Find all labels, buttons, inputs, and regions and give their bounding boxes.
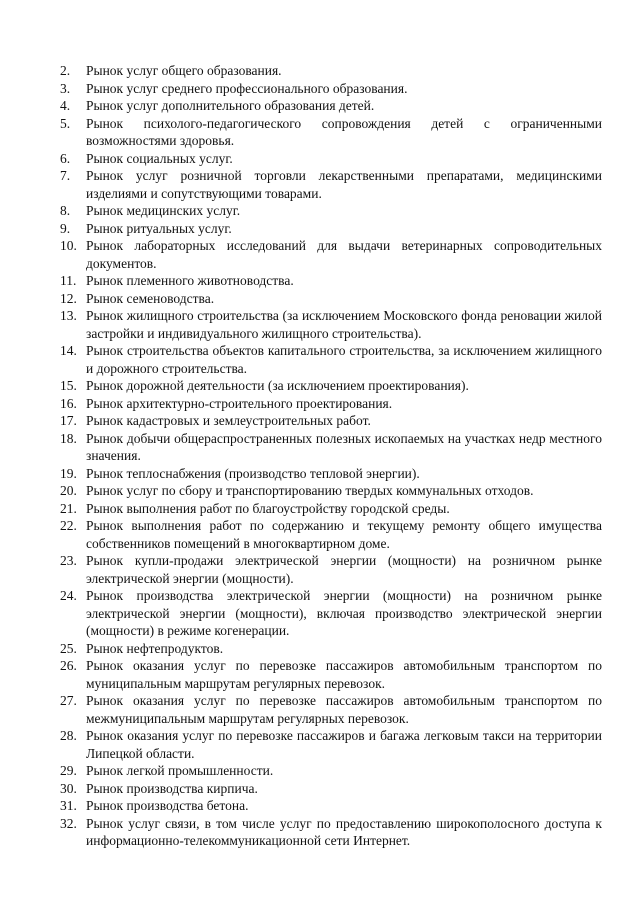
list-item-text: Рынок производства электрической энергии (мощности) на розничном рынке электрической энергии (мощности), включая производство электрической энергии (мощности) в режиме когенерации. [86,588,602,638]
list-item [60,395,602,413]
list-item-number: 27. [60,693,77,708]
list-item-number: 6. [60,150,71,166]
list-item [60,62,602,80]
market-list [60,62,602,850]
list-item [60,692,602,727]
list-item [60,237,602,272]
list-item [60,220,602,238]
list-item-number: 8. [60,203,71,218]
list-item-text: Рынок оказания услуг по перевозке пассажиров автомобильным транспортом по муниципальным маршрутам регулярных перевозок. [86,658,602,691]
list-item-number: 23. [60,553,77,568]
list-item [60,97,602,115]
list-item-text: Рынок выполнения работ по благоустройству городской среды. [86,500,450,516]
list-item-text: Рынок купли-продажи электрической энергии (мощности) на розничном рынке электрической энергии (мощности). [86,553,602,586]
list-item [60,307,602,342]
list-item-number: 2. [60,63,71,78]
list-item [60,115,602,150]
list-item-number: 21. [60,500,77,516]
list-item-number: 26. [60,658,77,673]
list-item [60,202,602,220]
list-item-text: Рынок оказания услуг по перевозке пассажиров и багажа легковым такси на территории Липецкой области. [86,728,602,761]
list-item [60,517,602,552]
list-item-number: 20. [60,483,77,498]
list-item-text: Рынок оказания услуг по перевозке пассажиров автомобильным транспортом по межмуниципальным маршрутам регулярных перевозок. [86,693,602,726]
list-item-text: Рынок лабораторных исследований для выдачи ветеринарных сопроводительных документов. [86,238,602,271]
list-item-text: Рынок жилищного строительства (за исключением Московского фонда реновации жилой застройки и индивидуального жилищного строительства). [86,308,602,341]
list-item-text: Рынок строительства объектов капитального строительства, за исключением жилищного и дорожного строительства. [86,343,602,376]
list-item [60,587,602,640]
list-item [60,500,602,518]
list-item-text: Рынок производства кирпича. [86,780,258,796]
list-item [60,482,602,500]
list-item-number: 25. [60,640,77,656]
list-item [60,552,602,587]
list-item-text: Рынок психолого-педагогического сопровождения детей с ограниченными возможностями здоровья. [86,115,602,148]
list-item [60,80,602,98]
list-item-text: Рынок услуг по сбору и транспортированию твердых коммунальных отходов. [86,483,534,498]
list-item-number: 30. [60,780,77,796]
list-item-text: Рынок услуг среднего профессионального образования. [86,80,408,96]
list-item [60,412,602,430]
list-item-text: Рынок производства бетона. [86,798,249,813]
list-item [60,377,602,395]
list-item [60,780,602,798]
list-item-text: Рынок легкой промышленности. [86,763,274,778]
list-item-number: 10. [60,238,77,253]
list-item [60,290,602,308]
list-item-text: Рынок теплоснабжения (производство тепловой энергии). [86,465,420,481]
list-item [60,167,602,202]
list-item-text: Рынок услуг розничной торговли лекарственными препаратами, медицинскими изделиями и сопутствующими товарами. [86,168,602,201]
list-item-number: 22. [60,518,77,533]
list-item-text: Рынок услуг общего образования. [86,63,282,78]
list-item-number: 7. [60,168,71,183]
list-item-number: 29. [60,763,77,778]
list-item [60,640,602,658]
list-item [60,465,602,483]
list-item-number: 32. [60,815,77,831]
list-item-text: Рынок нефтепродуктов. [86,640,224,656]
list-item-number: 24. [60,588,77,603]
list-item-text: Рынок добычи общераспространенных полезных ископаемых на участках недр местного значения. [86,430,602,463]
list-item-number: 18. [60,430,77,446]
list-item-text: Рынок семеноводства. [86,290,215,306]
list-item-text: Рынок дорожной деятельности (за исключением проектирования). [86,378,469,393]
list-item [60,342,602,377]
list-item [60,150,602,168]
list-item-number: 5. [60,115,71,131]
list-item-number: 15. [60,378,77,393]
list-item-number: 17. [60,413,77,428]
list-item [60,272,602,290]
list-item-number: 14. [60,343,77,358]
list-item-text: Рынок услуг дополнительного образования детей. [86,98,375,113]
list-item-number: 13. [60,308,77,323]
list-item-text: Рынок социальных услуг. [86,150,233,166]
list-item [60,762,602,780]
list-item-text: Рынок племенного животноводства. [86,273,294,288]
list-item-number: 28. [60,728,77,743]
list-item-text: Рынок медицинских услуг. [86,203,241,218]
list-item-text: Рынок услуг связи, в том числе услуг по предоставлению широкополосного доступа к информационно-телекоммуникационной сети Интернет. [86,815,602,848]
list-item-number: 19. [60,465,77,481]
list-item-text: Рынок кадастровых и землеустроительных работ. [86,413,371,428]
list-item [60,727,602,762]
list-item [60,815,602,850]
list-item-text: Рынок выполнения работ по содержанию и текущему ремонту общего имущества собственников помещений в многоквартирном доме. [86,518,602,551]
list-item-number: 9. [60,220,71,236]
list-item-number: 4. [60,98,71,113]
list-item-number: 11. [60,273,77,288]
list-item-text: Рынок ритуальных услуг. [86,220,232,236]
list-item-number: 12. [60,290,77,306]
list-item-number: 3. [60,80,71,96]
list-item-number: 31. [60,798,77,813]
list-item [60,657,602,692]
list-item-text: Рынок архитектурно-строительного проектирования. [86,395,393,411]
list-item [60,430,602,465]
list-item-number: 16. [60,395,77,411]
list-item [60,797,602,815]
